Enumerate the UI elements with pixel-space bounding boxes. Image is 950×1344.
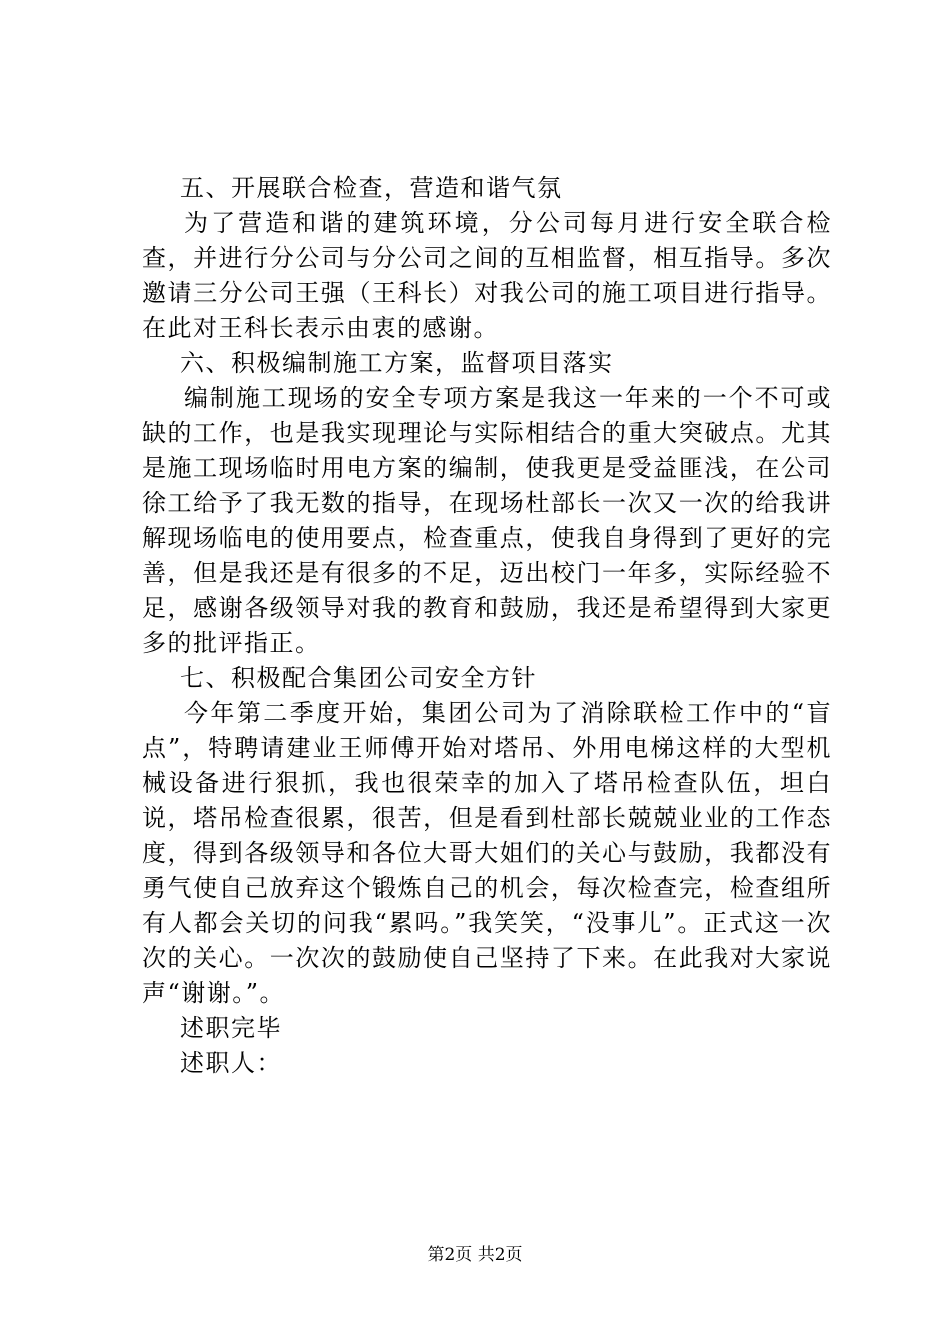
section-paragraph: 编制施工现场的安全专项方案是我这一年来的一个不可或缺的工作，也是我实现理论与实际相结合的重大突破点。尤其是施工现场临时用电方案的编制，使我更是受益匪浅，在公司徐工给予了我无数的指导，在现场杜部长一次又一次的给我讲解现场临电的使用要点，检查重点，使我自身得到了更好的完善，但是我还是有很多的不足，迈出校门一年多，实际经验不足，感谢各级领导对我的教育和鼓励，我还是希望得到大家更多的批评指正。 — [142, 384, 832, 657]
section-six — [142, 346, 832, 661]
section-heading: 五、开展联合检查，营造和谐气氛 — [180, 174, 563, 202]
section-heading: 七、积极配合集团公司安全方针 — [180, 664, 537, 692]
section-five — [142, 171, 832, 346]
signature-label: 述职人： — [180, 1049, 282, 1077]
section-heading: 六、积极编制施工方案，监督项目落实 — [180, 349, 614, 377]
section-seven — [142, 661, 832, 1011]
section-paragraph: 今年第二季度开始，集团公司为了消除联检工作中的“盲点”，特聘请建业王师傅开始对塔吊、外用电梯这样的大型机械设备进行狠抓，我也很荣幸的加入了塔吊检查队伍，坦白说，塔吊检查很累，很苦，但是看到杜部长兢兢业业的工作态度，得到各级领导和各位大哥大姐们的关心与鼓励，我都没有勇气使自己放弃这个锻炼自己的机会，每次检查完，检查组所有人都会关切的问我“累吗。”我笑笑，“没事儿”。正式这一次次的关心。一次次的鼓励使自己坚持了下来。在此我对大家说声“谢谢。”。 — [142, 699, 832, 1007]
closing-statement: 述职完毕 — [180, 1014, 282, 1042]
section-paragraph: 为了营造和谐的建筑环境，分公司每月进行安全联合检查，并进行分公司与分公司之间的互相监督，相互指导。多次邀请三分公司王强（王科长）对我公司的施工项目进行指导。在此对王科长表示由衷的感谢。 — [142, 209, 832, 342]
document-body — [142, 171, 832, 1081]
page-footer: 第2页 共2页 — [427, 1245, 523, 1265]
